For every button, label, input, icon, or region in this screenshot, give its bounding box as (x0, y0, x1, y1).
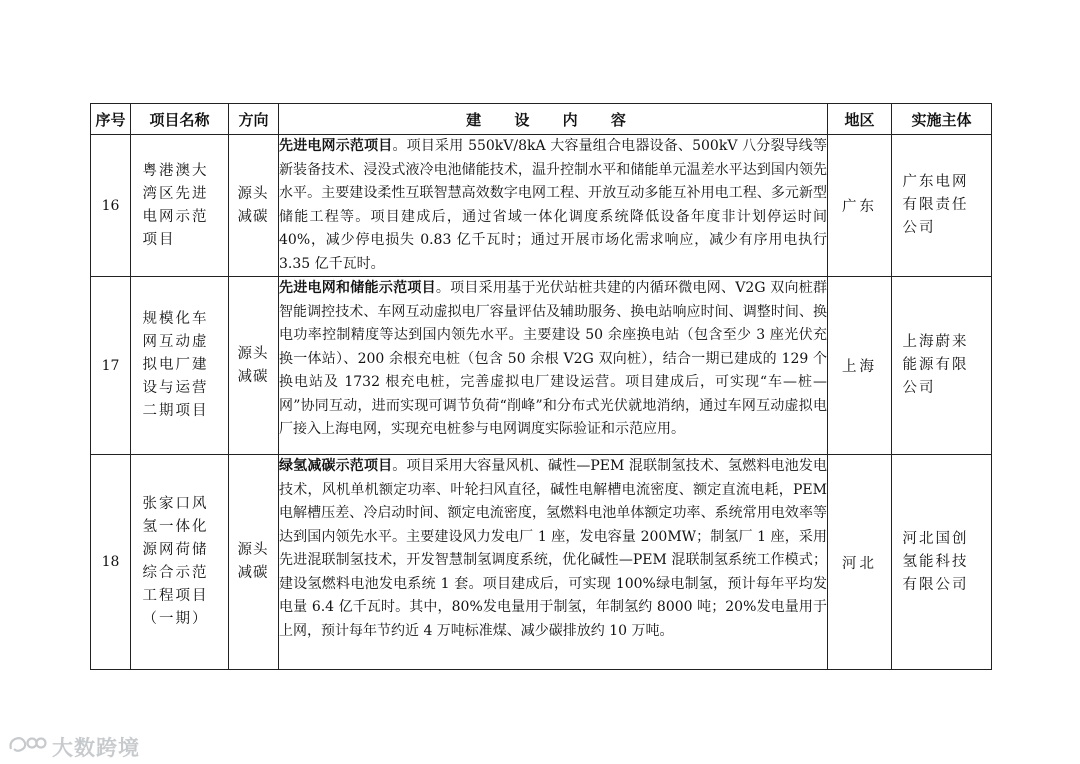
content-cell (279, 135, 828, 277)
entity-cell (892, 135, 992, 277)
project-name-cell (131, 135, 229, 277)
table-row (91, 455, 992, 670)
header-direction: 方向 (229, 104, 279, 135)
region: 河北 (828, 455, 892, 670)
header-no: 序号 (91, 104, 131, 135)
project-name: 规模化车网互动虚拟电厂建设与运营二期项目 (142, 311, 209, 419)
content-body: 。项目采用 550kV/8kA 大容量组合电器设备、500kV 八分裂导线等新装备技术、浸没式液冷电池储能技术，温升控制水平和储能单元温差水平达到国内领先水平。主要建设柔性互联智慧高效数字电网工程、开放互动多能互补用电工程、多元新型储能工程等。项目建成后，通过省域一体化调度系统降低设备年度非计划停运时间 40%，减少停电损失 0.83 亿千瓦时；通过开展市场化需求响应，减少有序用电执行 3.35 亿千瓦时。 (279, 138, 827, 272)
project-name-cell (131, 277, 229, 455)
project-name-cell (131, 455, 229, 670)
entity: 上海蔚来能源有限公司 (902, 334, 969, 396)
entity-cell (892, 455, 992, 670)
row-number: 16 (91, 135, 131, 277)
project-name: 粤港澳大湾区先进电网示范项目 (142, 162, 209, 248)
content-cell (279, 277, 828, 455)
entity: 河北国创氢能科技有限公司 (902, 530, 969, 593)
header-content: 建 设 内 容 (279, 104, 828, 135)
content-body: 。项目采用基于光伏站桩共建的内循环微电网、V2G 双向桩群智能调控技术、车网互动虚拟电厂容量评估及辅助服务、换电站响应时间、调整时间、换电功率控制精度等达到国内领先水平。主要建设 50 余座换电站（包含至少 3 座光伏充换一体站）、200 余根充电桩（包含 50 余根 V2G 双向桩），结合一期已建成的 129 个换电站及 1732 根充电桩，完善虚拟电厂建设运营。项目建成后，可实现“车—桩—网”协同互动，进而实现可调节负荷“削峰”和分布式光伏就地消纳，通过车网互动虚拟电厂接入上海电网，实现充电桩参与电网调度实际验证和示范应用。 (279, 280, 827, 437)
direction-cell (229, 277, 279, 455)
direction: 源头减碳 (237, 345, 269, 385)
header-project-name: 项目名称 (131, 104, 229, 135)
row-number: 18 (91, 455, 131, 670)
table-row (91, 277, 992, 455)
direction-cell (229, 455, 279, 670)
content-cell (279, 455, 828, 670)
direction: 源头减碳 (237, 542, 269, 581)
content-title: 先进电网示范项目 (279, 138, 393, 154)
content-title: 先进电网和储能示范项目 (279, 280, 436, 296)
header-entity: 实施主体 (892, 104, 992, 135)
project-table (90, 103, 992, 670)
table-header-row (91, 104, 992, 135)
entity-cell (892, 277, 992, 455)
row-number: 17 (91, 277, 131, 455)
dashuju-logo-icon (8, 734, 48, 760)
content-title: 绿氢减碳示范项目 (279, 458, 393, 474)
watermark (8, 732, 140, 762)
table-row (91, 135, 992, 277)
region: 上海 (828, 277, 892, 455)
direction-cell (229, 135, 279, 277)
entity: 广东电网有限责任公司 (902, 174, 969, 236)
project-name: 张家口风氢一体化源网荷储综合示范工程项目（一期） (142, 496, 209, 627)
watermark-text: 大数跨境 (52, 736, 140, 760)
direction: 源头减碳 (237, 185, 269, 225)
content-body: 。项目采用大容量风机、碱性—PEM 混联制氢技术、氢燃料电池发电技术，风机单机额定功率、叶轮扫风直径，碱性电解槽电流密度、额定直流电耗，PEM 电解槽压差、冷启动时间、额定电流密度，氢燃料电池单体额定功率、系统常用电效率等达到国内领先水平。主要建设风力发电厂 1 座，发电容量 200MW；制氢厂 1 座，采用先进混联制氢技术，开发智慧制氢调度系统，优化碱性—PEM 混联制氢系统工作模式；建设氢燃料电池发电系统 1 套。项目建成后，可实现 100%绿电制氢，预计每年平均发电量 6.4 亿千瓦时。其中，80%发电量用于制氢，年制氢约 8000 吨；20%发电量用于上网，预计每年节约近 4 万吨标准煤、减少碳排放约 10 万吨。 (279, 458, 827, 639)
region: 广东 (828, 135, 892, 277)
header-region: 地区 (828, 104, 892, 135)
